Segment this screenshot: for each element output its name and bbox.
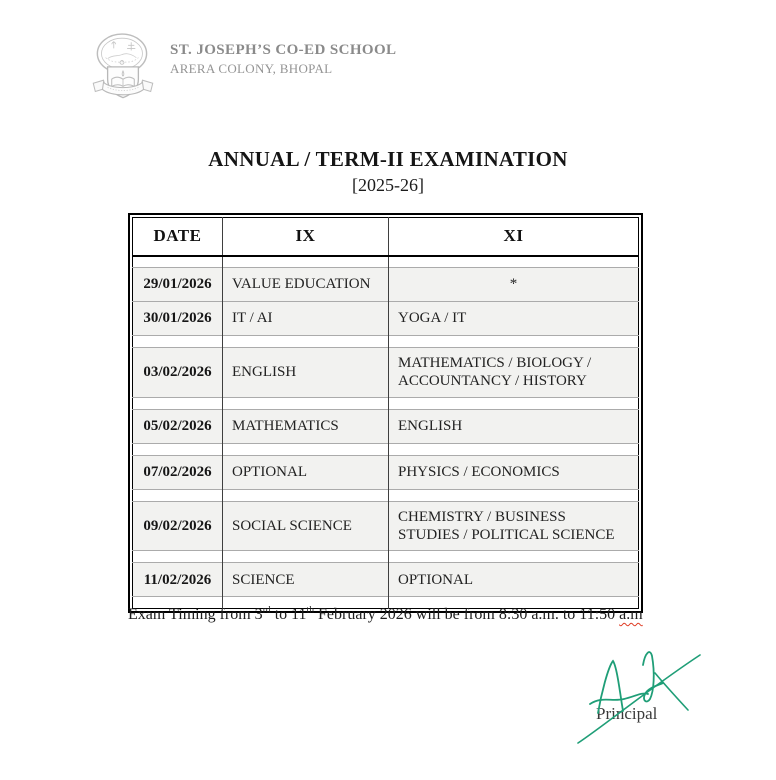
spacer-row: [133, 489, 639, 501]
subject-class-ix: ENGLISH: [223, 348, 389, 398]
exam-date: 07/02/2026: [133, 455, 223, 489]
spacer-cell: [133, 256, 223, 268]
note-superscript: th: [306, 604, 315, 616]
exam-table-body: [133, 256, 639, 609]
spacer-cell: [223, 443, 389, 455]
exam-table: [132, 217, 639, 609]
principal-label: Principal: [596, 704, 658, 723]
subject-class-xi: CHEMISTRY / BUSINESS STUDIES / POLITICAL SCIENCE: [389, 501, 639, 551]
subject-class-xi: MATHEMATICS / BIOLOGY / ACCOUNTANCY / HISTORY: [389, 348, 639, 398]
spacer-row: [133, 256, 639, 268]
note-text: to 11: [270, 606, 307, 623]
exam-row: [133, 501, 639, 551]
spacer-row: [133, 443, 639, 455]
spacer-cell: [133, 443, 223, 455]
subject-class-ix: IT / AI: [223, 302, 389, 336]
note-text: February 2026 will be from 8:30 a.m. to 11:50: [314, 606, 620, 623]
subject-class-ix: MATHEMATICS: [223, 409, 389, 443]
note-superscript: rd: [262, 604, 271, 616]
exam-row: [133, 455, 639, 489]
spacer-row: [133, 551, 639, 563]
spacer-cell: [389, 397, 639, 409]
note-text: Exam Timing from 3: [128, 606, 263, 623]
subject-class-xi: OPTIONAL: [389, 563, 639, 597]
col-header-ix: IX: [223, 218, 389, 256]
spacer-cell: [223, 551, 389, 563]
subject-class-xi: ENGLISH: [389, 409, 639, 443]
exam-date: 11/02/2026: [133, 563, 223, 597]
school-header: [170, 42, 396, 77]
subject-class-xi: PHYSICS / ECONOMICS: [389, 455, 639, 489]
exam-session: [2025-26]: [352, 175, 424, 195]
table-header-row: [133, 218, 639, 256]
spacer-cell: [223, 256, 389, 268]
exam-timing-note: [128, 606, 668, 624]
spacer-cell: [133, 397, 223, 409]
exam-date: 03/02/2026: [133, 348, 223, 398]
spacer-cell: [389, 256, 639, 268]
exam-date: 29/01/2026: [133, 268, 223, 302]
subject-class-ix: OPTIONAL: [223, 455, 389, 489]
note-misspelled-text: a.m: [619, 606, 643, 623]
exam-row: [133, 348, 639, 398]
spacer-cell: [223, 489, 389, 501]
subject-class-xi: *: [389, 268, 639, 302]
spacer-cell: [223, 397, 389, 409]
spacer-cell: [389, 443, 639, 455]
school-crest-logo: [90, 32, 156, 112]
exam-title-block: [0, 147, 776, 196]
subject-class-ix: SCIENCE: [223, 563, 389, 597]
spacer-row: [133, 397, 639, 409]
col-header-xi: XI: [389, 218, 639, 256]
exam-date: 05/02/2026: [133, 409, 223, 443]
principal-signature-ink: [550, 633, 725, 758]
signature-block: [550, 633, 725, 758]
spacer-cell: [223, 336, 389, 348]
exam-date: 30/01/2026: [133, 302, 223, 336]
school-name: ST. JOSEPH’S CO-ED SCHOOL: [170, 42, 397, 58]
col-header-date: DATE: [133, 218, 223, 256]
exam-date: 09/02/2026: [133, 501, 223, 551]
spacer-row: [133, 336, 639, 348]
subject-class-ix: SOCIAL SCIENCE: [223, 501, 389, 551]
exam-title: ANNUAL / TERM-II EXAMINATION: [208, 147, 568, 171]
exam-row: [133, 563, 639, 597]
spacer-cell: [133, 336, 223, 348]
subject-class-xi: YOGA / IT: [389, 302, 639, 336]
spacer-cell: [389, 489, 639, 501]
exam-schedule-table: [128, 213, 643, 613]
exam-row: [133, 409, 639, 443]
spacer-cell: [133, 551, 223, 563]
spacer-cell: [133, 489, 223, 501]
spacer-cell: [389, 551, 639, 563]
exam-row: [133, 268, 639, 302]
subject-class-ix: VALUE EDUCATION: [223, 268, 389, 302]
exam-row: [133, 302, 639, 336]
school-address: ARERA COLONY, BHOPAL: [170, 61, 333, 76]
spacer-cell: [389, 336, 639, 348]
crest-graphic: [90, 32, 156, 112]
